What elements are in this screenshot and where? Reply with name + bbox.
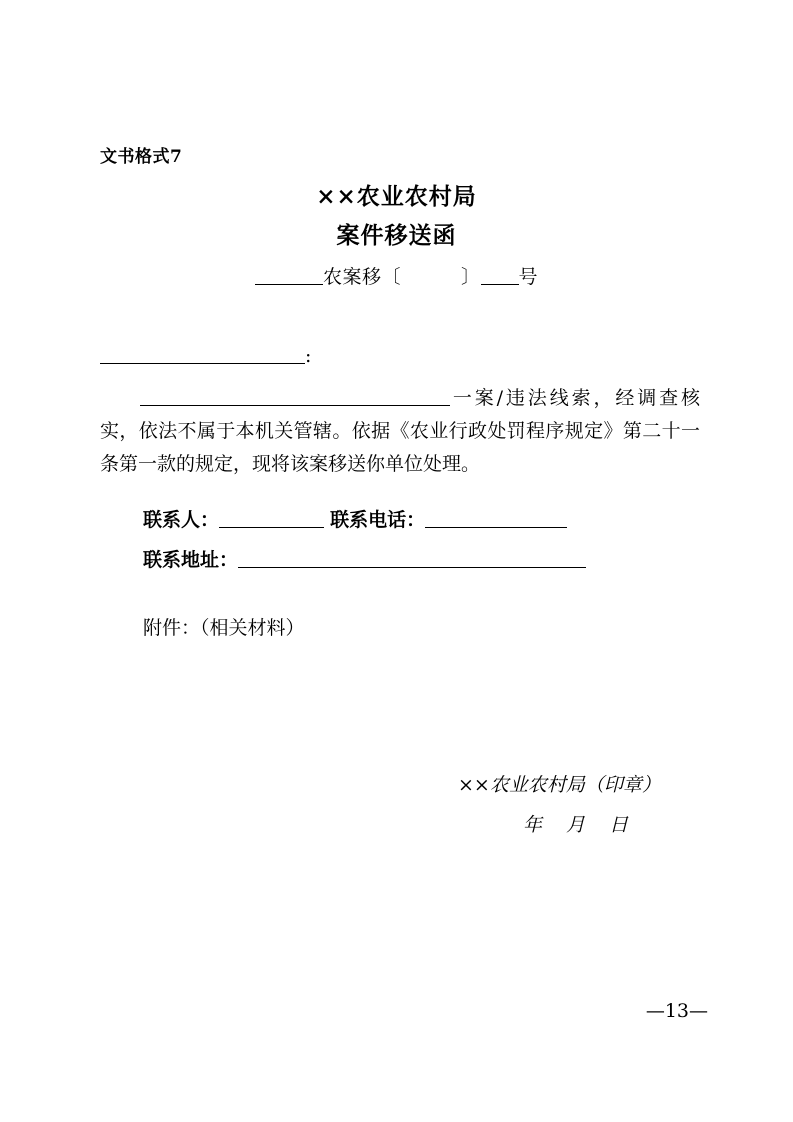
case-number-suffix: 号 [518, 266, 539, 288]
document-title-block [0, 182, 793, 251]
contact-address-label: 联系地址： [143, 549, 239, 571]
document-title-organization: ××农业农村局 [316, 183, 477, 210]
signature-date: 年 月 日 [523, 814, 638, 836]
case-number-bracket-close: 〕 [460, 266, 481, 288]
contact-person-label: 联系人： [143, 509, 220, 531]
body-segment-3: 第二十一条第一款的规定，现将该案移送你单位处理。 [100, 420, 700, 475]
case-description-blank[interactable] [140, 387, 450, 406]
contact-person-input[interactable] [219, 509, 324, 528]
case-number-serial-blank[interactable] [481, 264, 519, 285]
recipient-line [100, 345, 311, 367]
attachment-line: 附件：（相关材料） [143, 617, 305, 639]
contact-phone-input[interactable] [425, 509, 567, 528]
body-segment-1: 一案/违法线索，经调查 [450, 387, 681, 409]
body-segment-2: 核实，依法不属于本机关管辖。依据《农业行政处罚程序规定》 [100, 387, 700, 442]
case-number-year-blank[interactable] [401, 265, 461, 285]
contact-phone-label: 联系电话： [330, 509, 426, 531]
contact-person-line [143, 505, 567, 532]
page-number-value: —13— [645, 1000, 708, 1022]
recipient-colon: : [305, 345, 312, 367]
contact-address-line [143, 545, 586, 572]
case-number-agency-code: 农案移〔 [322, 266, 401, 288]
contact-address-input[interactable] [238, 549, 586, 568]
document-format-label: 文书格式7 [100, 147, 183, 167]
document-title-name: 案件移送函 [336, 222, 457, 249]
case-number-line [0, 262, 793, 289]
document-body [100, 382, 700, 481]
case-number-prefix-blank[interactable] [255, 264, 323, 285]
recipient-blank[interactable] [100, 345, 305, 364]
signature-organization: ××农业农村局（印章） [458, 774, 661, 796]
